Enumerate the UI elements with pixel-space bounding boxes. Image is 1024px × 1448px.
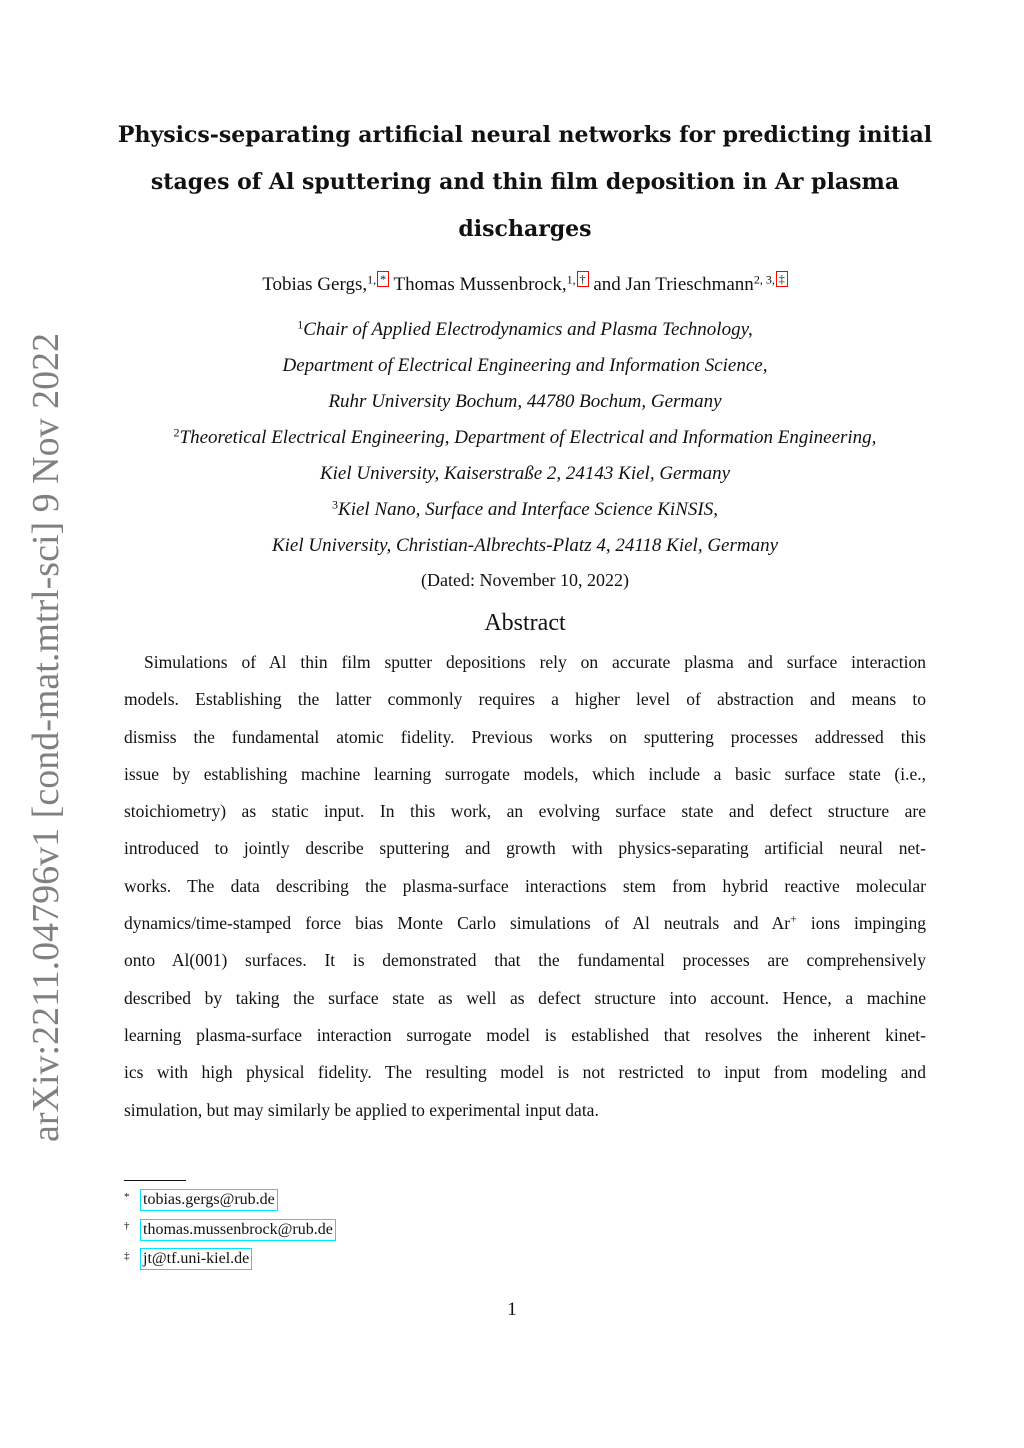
footnote-link[interactable]: † bbox=[577, 271, 589, 287]
affiliation-text: Department of Electrical Engineering and Information Science, bbox=[282, 355, 768, 376]
title-line: stages of Al sputtering and thin film deposition in Ar plasma bbox=[150, 169, 900, 195]
affiliation-number: 3 bbox=[332, 497, 339, 512]
abstract-line: introduced to jointly describe sputtering and growth with physics-separating artificial neural net- bbox=[124, 838, 926, 859]
footnotes bbox=[124, 1184, 336, 1272]
abstract-line bbox=[124, 905, 926, 942]
author-name: Thomas Mussenbrock, bbox=[393, 274, 567, 295]
abstract-line: models. Establishing the latter commonly requires a higher level of abstraction and means to bbox=[124, 689, 926, 710]
abstract-line: described by taking the surface state as well as defect structure into account. Hence, a machine bbox=[124, 987, 926, 1008]
ion-charge-superscript: + bbox=[790, 911, 797, 926]
affiliation-line bbox=[100, 420, 950, 456]
email-link[interactable]: jt@tf.uni-kiel.de bbox=[140, 1248, 252, 1270]
author-list bbox=[100, 270, 950, 300]
page-number: 1 bbox=[507, 1299, 517, 1320]
affiliation-line bbox=[100, 492, 950, 528]
abstract-line: Simulations of Al thin film sputter depositions rely on accurate plasma and surface interaction bbox=[144, 652, 926, 672]
footnote-mark: † bbox=[124, 1220, 130, 1233]
affiliation-text: Kiel University, Kaiserstraße 2, 24143 Kiel, Germany bbox=[319, 463, 731, 484]
footnote-mark: ‡ bbox=[124, 1249, 130, 1262]
footnote bbox=[124, 1184, 336, 1213]
footnote-rule bbox=[124, 1180, 186, 1181]
abstract-line: ics with high physical fidelity. The resulting model is not restricted to input from modeling and bbox=[124, 1062, 926, 1083]
affiliation-line bbox=[100, 312, 950, 348]
email-link[interactable]: tobias.gergs@rub.de bbox=[140, 1189, 278, 1211]
affiliation-line bbox=[100, 528, 950, 564]
footnote-link[interactable]: * bbox=[377, 271, 389, 287]
abstract-line: dismiss the fundamental atomic fidelity. Previous works on sputtering processes addressed this bbox=[124, 726, 926, 747]
abstract-line: stoichiometry) as static input. In this work, an evolving surface state and defect structure are bbox=[124, 801, 926, 822]
abstract-line: onto Al(001) surfaces. It is demonstrated that the fundamental processes are comprehensively bbox=[124, 950, 926, 971]
abstract-heading: Abstract bbox=[484, 610, 566, 636]
abstract-body bbox=[124, 644, 926, 1129]
affiliation-text: Chair of Applied Electrodynamics and Plasma Technology, bbox=[303, 319, 753, 340]
footnote bbox=[124, 1243, 336, 1272]
abstract-line-tail: ions impinging bbox=[796, 913, 927, 934]
abstract-line: issue by establishing machine learning surrogate models, which include a basic surface state (i.e., bbox=[124, 763, 926, 784]
abstract-line: learning plasma-surface interaction surrogate model is established that resolves the inherent kinet- bbox=[124, 1024, 926, 1045]
affiliations bbox=[100, 312, 950, 564]
arxiv-identifier-stamp: arXiv:2211.04796v1 [cond-mat.mtrl-sci] 9 Nov 2022 bbox=[25, 332, 67, 1142]
footnote bbox=[124, 1213, 336, 1242]
affiliation-text: Ruhr University Bochum, 44780 Bochum, Germany bbox=[328, 391, 722, 412]
email-link[interactable]: thomas.mussenbrock@rub.de bbox=[140, 1219, 336, 1241]
affiliation-line bbox=[100, 384, 950, 420]
affiliation-number: 1 bbox=[297, 317, 304, 332]
abstract-line-text: dynamics/time-stamped force bias Monte Carlo simulations of Al neutrals and Ar bbox=[124, 913, 791, 934]
abstract-line: simulation, but may similarly be applied to experimental input data. bbox=[124, 1099, 599, 1120]
author-name: and Jan Trieschmann bbox=[593, 274, 754, 295]
affiliation-text: Kiel University, Christian-Albrechts-Platz 4, 24118 Kiel, Germany bbox=[271, 535, 779, 556]
author-affiliation-mark: 2, 3, bbox=[753, 272, 775, 287]
affiliation-number: 2 bbox=[173, 425, 180, 440]
title-line: Physics-separating artificial neural networks for predicting initial bbox=[117, 122, 933, 148]
affiliation-line bbox=[100, 456, 950, 492]
author-affiliation-mark: 1, bbox=[367, 272, 377, 287]
abstract-line: works. The data describing the plasma-surface interactions stem from hybrid reactive molecular bbox=[124, 875, 926, 896]
affiliation-line bbox=[100, 348, 950, 384]
dated-line: (Dated: November 10, 2022) bbox=[421, 570, 629, 590]
title-line: discharges bbox=[458, 216, 592, 242]
footnote-link[interactable]: ‡ bbox=[776, 271, 788, 287]
author-name: Tobias Gergs, bbox=[262, 274, 368, 295]
affiliation-text: Theoretical Electrical Engineering, Department of Electrical and Information Engineering, bbox=[179, 427, 877, 448]
author-affiliation-mark: 1, bbox=[566, 272, 576, 287]
paper-title bbox=[110, 112, 940, 253]
footnote-mark: * bbox=[124, 1191, 130, 1203]
affiliation-text: Kiel Nano, Surface and Interface Science KiNSIS, bbox=[338, 499, 718, 520]
